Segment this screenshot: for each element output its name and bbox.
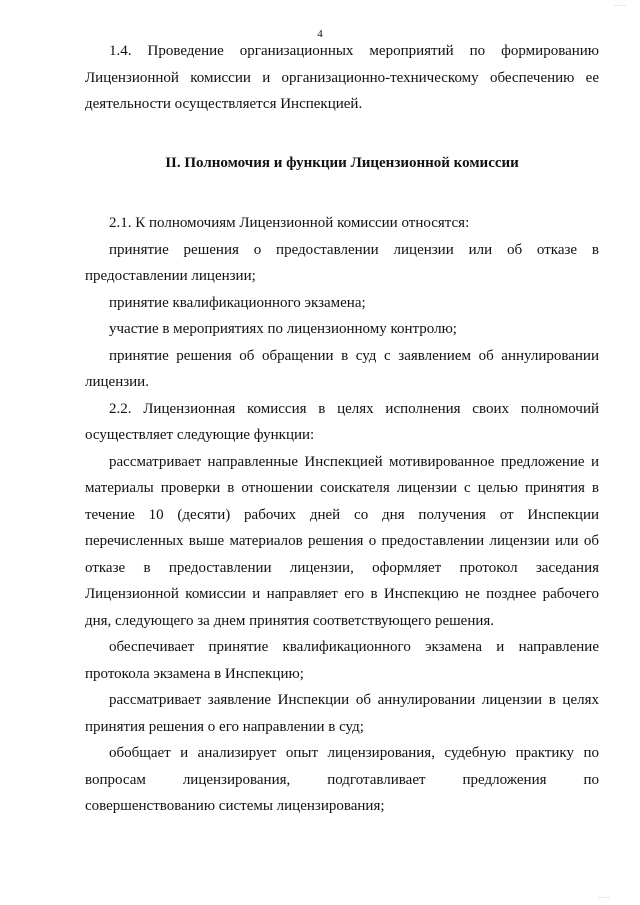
paragraph-2-2: 2.2. Лицензионная комиссия в целях исполнения своих полномочий осуществляет следующие функции: (85, 400, 599, 443)
page-number: 4 (317, 28, 323, 40)
page-corner-mark-bottom: .... (599, 892, 610, 900)
list-item-license-control: участие в мероприятиях по лицензионному контролю; (109, 321, 457, 337)
list-item-qualification-exam: принятие квалификационного экзамена; (109, 294, 366, 311)
section-heading: II. Полномочия и функции Лицензионной комиссии (165, 154, 519, 171)
document-body (85, 38, 599, 820)
function-review-annulment: рассматривает заявление Инспекции об аннулировании лицензии в целях принятия решения о его направлении в суд; (85, 692, 599, 735)
list-item-issue-license: принятие решения о предоставлении лицензии или об отказе в предоставлении лицензии; (85, 241, 599, 284)
paragraph-2-1: 2.1. К полномочиям Лицензионной комиссии относятся: (109, 215, 470, 231)
page-corner-mark: .... (615, 0, 626, 8)
function-analyze-practice: обобщает и анализирует опыт лицензирования, судебную практику по вопросам лицензирования, подготавливает предложения по совершенствованию системы лицензирования; (85, 745, 599, 814)
function-review-materials: рассматривает направленные Инспекцией мотивированное предложение и материалы проверки в отношении соискателя лицензии с целью принятия в течение 10 (десяти) рабочих дней со дня получения от Инспекции перечисленных выше материалов решения о предоставлении лицензии или об отказе в предоставлении лицензии, оформляет протокол заседания Лицензионной комиссии и направляет его в Инспекцию не позднее рабочего дня, следующего за днем принятия соответствующего решения. (85, 453, 599, 629)
function-exam-protocol: обеспечивает принятие квалификационного экзамена и направление протокола экзамена в Инспекцию; (85, 639, 599, 682)
list-item-court-annulment: принятие решения об обращении в суд с заявлением об аннулировании лицензии. (85, 347, 599, 390)
paragraph-1-4: 1.4. Проведение организационных мероприятий по формированию Лицензионной комиссии и организационно-техническому обеспечению ее деятельности осуществляется Инспекцией. (85, 43, 599, 112)
